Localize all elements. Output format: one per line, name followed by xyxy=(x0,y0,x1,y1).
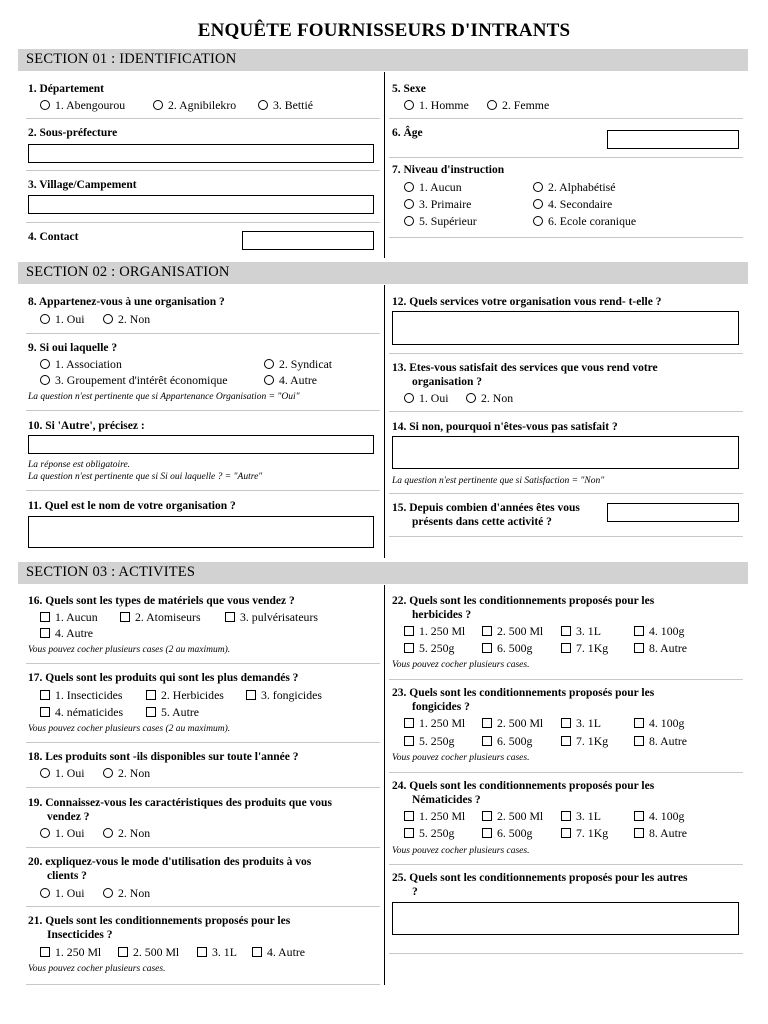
q24-note: Vous pouvez cocher plusieurs cases. xyxy=(392,846,530,856)
checkbox-icon xyxy=(561,828,571,838)
q8-option-2[interactable]: 2. Non xyxy=(103,312,150,326)
q7-option-6[interactable]: 6. Ecole coranique xyxy=(533,214,636,228)
q8-option-1[interactable]: 1. Oui xyxy=(40,312,85,326)
section-03-header: SECTION 03 : ACTIVITES xyxy=(18,562,748,584)
divider xyxy=(389,493,743,494)
radio-icon xyxy=(103,768,113,778)
radio-icon xyxy=(103,314,113,324)
q21-option-3[interactable]: 3. 1L xyxy=(197,945,237,959)
q23-option-8[interactable]: 8. Autre xyxy=(634,734,687,748)
q23-option-7[interactable]: 7. 1Kg xyxy=(561,734,608,748)
checkbox-icon xyxy=(561,811,571,821)
checkbox-icon xyxy=(40,947,50,957)
q22-option-6[interactable]: 6. 500g xyxy=(482,641,532,655)
q9-option-1[interactable]: 1. Association xyxy=(40,357,122,371)
checkbox-icon xyxy=(482,736,492,746)
divider xyxy=(26,984,380,985)
divider xyxy=(26,663,380,664)
radio-icon xyxy=(533,182,543,192)
q20-option-2[interactable]: 2. Non xyxy=(103,886,150,900)
q23-option-6[interactable]: 6. 500g xyxy=(482,734,532,748)
checkbox-icon xyxy=(40,707,50,717)
q23-option-3[interactable]: 3. 1L xyxy=(561,716,601,730)
q14-label: 14. Si non, pourquoi n'êtes-vous pas satisfait ? xyxy=(392,421,618,433)
q5-option-2[interactable]: 2. Femme xyxy=(487,98,549,112)
q23-option-2[interactable]: 2. 500 Ml xyxy=(482,716,543,730)
q3-input[interactable] xyxy=(28,195,374,214)
q21-label-line2: Insecticides ? xyxy=(47,929,113,941)
radio-icon xyxy=(404,100,414,110)
divider xyxy=(389,953,743,954)
checkbox-icon xyxy=(561,718,571,728)
radio-icon xyxy=(533,216,543,226)
q14-input[interactable] xyxy=(392,436,739,469)
radio-icon xyxy=(40,828,50,838)
q21-label-line1: 21. Quels sont les conditionnements proposés pour les xyxy=(28,915,291,927)
radio-icon xyxy=(404,199,414,209)
q24-option-8[interactable]: 8. Autre xyxy=(634,826,687,840)
q9-option-3[interactable]: 3. Groupement d'intérêt économique xyxy=(40,373,227,387)
divider xyxy=(26,787,380,788)
q17-option-5[interactable]: 5. Autre xyxy=(146,705,199,719)
checkbox-icon xyxy=(634,736,644,746)
q16-option-2[interactable]: 2. Atomiseurs xyxy=(120,610,201,624)
q1-label: 1. Département xyxy=(28,83,105,95)
divider xyxy=(389,157,743,158)
q16-option-3[interactable]: 3. pulvérisateurs xyxy=(225,610,318,624)
checkbox-icon xyxy=(197,947,207,957)
q23-option-5[interactable]: 5. 250g xyxy=(404,734,454,748)
q3-label: 3. Village/Campement xyxy=(28,179,137,191)
q20-label-line2: clients ? xyxy=(47,870,87,882)
divider xyxy=(389,772,743,773)
q17-option-3[interactable]: 3. fongicides xyxy=(246,688,322,702)
q22-option-4[interactable]: 4. 100g xyxy=(634,624,684,638)
q1-option-1[interactable]: 1. Abengourou xyxy=(40,98,125,112)
q9-note: La question n'est pertinente que si Appartenance Organisation = "Oui" xyxy=(28,392,300,402)
checkbox-icon xyxy=(482,718,492,728)
checkbox-icon xyxy=(40,628,50,638)
q21-note: Vous pouvez cocher plusieurs cases. xyxy=(28,964,166,974)
q14-note: La question n'est pertinente que si Satisfaction = "Non" xyxy=(392,476,605,486)
checkbox-icon xyxy=(634,828,644,838)
radio-icon xyxy=(258,100,268,110)
divider xyxy=(26,410,380,411)
q7-option-1[interactable]: 1. Aucun xyxy=(404,180,462,194)
checkbox-icon xyxy=(120,612,130,622)
q23-option-4[interactable]: 4. 100g xyxy=(634,716,684,730)
q7-option-3[interactable]: 3. Primaire xyxy=(404,197,471,211)
column-divider xyxy=(384,72,385,258)
q13-option-1[interactable]: 1. Oui xyxy=(404,391,449,405)
checkbox-icon xyxy=(225,612,235,622)
checkbox-icon xyxy=(40,612,50,622)
q11-input[interactable] xyxy=(28,516,374,548)
radio-icon xyxy=(40,314,50,324)
section-02-header: SECTION 02 : ORGANISATION xyxy=(18,262,748,284)
q1-option-3[interactable]: 3. Bettié xyxy=(258,98,313,112)
checkbox-icon xyxy=(634,811,644,821)
q22-note: Vous pouvez cocher plusieurs cases. xyxy=(392,660,530,670)
q23-option-1[interactable]: 1. 250 Ml xyxy=(404,716,465,730)
q21-option-4[interactable]: 4. Autre xyxy=(252,945,305,959)
q19-label-line1: 19. Connaissez-vous les caractéristiques des produits que vous xyxy=(28,797,332,809)
q18-option-1[interactable]: 1. Oui xyxy=(40,766,85,780)
q16-note: Vous pouvez cocher plusieurs cases (2 au maximum). xyxy=(28,645,231,655)
checkbox-icon xyxy=(561,736,571,746)
q23-label-line2: fongicides ? xyxy=(412,701,470,713)
radio-icon xyxy=(103,888,113,898)
q10-label: 10. Si 'Autre', précisez : xyxy=(28,420,145,432)
divider xyxy=(389,237,743,238)
q7-option-5[interactable]: 5. Supérieur xyxy=(404,214,477,228)
checkbox-icon xyxy=(252,947,262,957)
q15-label-line1: 15. Depuis combien d'années êtes vous xyxy=(392,502,580,514)
q19-option-1[interactable]: 1. Oui xyxy=(40,826,85,840)
divider xyxy=(26,118,380,119)
checkbox-icon xyxy=(40,690,50,700)
radio-icon xyxy=(404,216,414,226)
q24-option-7[interactable]: 7. 1Kg xyxy=(561,826,608,840)
q22-label-line2: herbicides ? xyxy=(412,609,472,621)
q9-label: 9. Si oui laquelle ? xyxy=(28,342,118,354)
divider xyxy=(389,411,743,412)
divider xyxy=(26,170,380,171)
q16-option-4[interactable]: 4. Autre xyxy=(40,626,93,640)
q17-label: 17. Quels sont les produits qui sont les plus demandés ? xyxy=(28,672,299,684)
q23-label-line1: 23. Quels sont les conditionnements proposés pour les xyxy=(392,687,655,699)
radio-icon xyxy=(264,375,274,385)
q24-option-4[interactable]: 4. 100g xyxy=(634,809,684,823)
q7-option-2[interactable]: 2. Alphabétisé xyxy=(533,180,616,194)
checkbox-icon xyxy=(146,707,156,717)
q16-label: 16. Quels sont les types de matériels que vous vendez ? xyxy=(28,595,295,607)
q12-input[interactable] xyxy=(392,311,739,345)
q22-option-2[interactable]: 2. 500 Ml xyxy=(482,624,543,638)
radio-icon xyxy=(404,393,414,403)
q22-option-8[interactable]: 8. Autre xyxy=(634,641,687,655)
divider xyxy=(389,679,743,680)
checkbox-icon xyxy=(634,626,644,636)
radio-icon xyxy=(40,375,50,385)
checkbox-icon xyxy=(146,690,156,700)
q22-option-1[interactable]: 1. 250 Ml xyxy=(404,624,465,638)
q20-option-1[interactable]: 1. Oui xyxy=(40,886,85,900)
divider xyxy=(26,847,380,848)
q25-input[interactable] xyxy=(392,902,739,935)
q17-note: Vous pouvez cocher plusieurs cases (2 au maximum). xyxy=(28,724,231,734)
column-divider xyxy=(384,285,385,558)
section-01-header: SECTION 01 : IDENTIFICATION xyxy=(18,49,748,71)
q21-option-2[interactable]: 2. 500 Ml xyxy=(118,945,179,959)
q24-option-5[interactable]: 5. 250g xyxy=(404,826,454,840)
form-title: ENQUÊTE FOURNISSEURS D'INTRANTS xyxy=(197,20,571,41)
checkbox-icon xyxy=(404,736,414,746)
q7-option-4[interactable]: 4. Secondaire xyxy=(533,197,612,211)
checkbox-icon xyxy=(118,947,128,957)
q10-note-required: La réponse est obligatoire. xyxy=(28,460,131,470)
checkbox-icon xyxy=(482,811,492,821)
q24-option-2[interactable]: 2. 500 Ml xyxy=(482,809,543,823)
q5-label: 5. Sexe xyxy=(392,83,426,95)
checkbox-icon xyxy=(404,828,414,838)
radio-icon xyxy=(103,828,113,838)
radio-icon xyxy=(487,100,497,110)
checkbox-icon xyxy=(634,718,644,728)
q24-label-line2: Nématicides ? xyxy=(412,794,481,806)
divider xyxy=(389,864,743,865)
checkbox-icon xyxy=(482,828,492,838)
q2-input[interactable] xyxy=(28,144,374,163)
q25-label-line1: 25. Quels sont les conditionnements proposés pour les autres xyxy=(392,872,688,884)
q24-option-6[interactable]: 6. 500g xyxy=(482,826,532,840)
q10-note-relevance: La question n'est pertinente que si Si oui laquelle ? = "Autre" xyxy=(28,472,263,482)
checkbox-icon xyxy=(404,626,414,636)
q2-label: 2. Sous-préfecture xyxy=(28,127,118,139)
checkbox-icon xyxy=(482,626,492,636)
divider xyxy=(26,222,380,223)
q12-label: 12. Quels services votre organisation vous rend- t-elle ? xyxy=(392,296,662,308)
q16-option-1[interactable]: 1. Aucun xyxy=(40,610,98,624)
divider xyxy=(26,490,380,491)
q25-label-line2: ? xyxy=(412,886,418,898)
q10-input[interactable] xyxy=(28,435,374,454)
q17-option-2[interactable]: 2. Herbicides xyxy=(146,688,224,702)
divider xyxy=(389,536,743,537)
checkbox-icon xyxy=(404,811,414,821)
q13-option-2[interactable]: 2. Non xyxy=(466,391,513,405)
q6-label: 6. Âge xyxy=(392,127,423,139)
divider xyxy=(26,742,380,743)
q24-label-line1: 24. Quels sont les conditionnements proposés pour les xyxy=(392,780,655,792)
q13-label-line2: organisation ? xyxy=(412,376,482,388)
q24-option-3[interactable]: 3. 1L xyxy=(561,809,601,823)
divider xyxy=(389,353,743,354)
q11-label: 11. Quel est le nom de votre organisation ? xyxy=(28,500,236,512)
q21-option-1[interactable]: 1. 250 Ml xyxy=(40,945,101,959)
checkbox-icon xyxy=(634,643,644,653)
q1-option-2[interactable]: 2. Agnibilekro xyxy=(153,98,236,112)
radio-icon xyxy=(40,888,50,898)
radio-icon xyxy=(153,100,163,110)
divider xyxy=(26,333,380,334)
divider xyxy=(26,906,380,907)
q22-option-7[interactable]: 7. 1Kg xyxy=(561,641,608,655)
checkbox-icon xyxy=(561,626,571,636)
q15-label-line2: présents dans cette activité ? xyxy=(412,516,552,528)
q4-label: 4. Contact xyxy=(28,231,79,243)
radio-icon xyxy=(40,768,50,778)
q19-option-2[interactable]: 2. Non xyxy=(103,826,150,840)
radio-icon xyxy=(40,359,50,369)
radio-icon xyxy=(404,182,414,192)
checkbox-icon xyxy=(482,643,492,653)
q17-option-4[interactable]: 4. nématicides xyxy=(40,705,123,719)
radio-icon xyxy=(264,359,274,369)
divider xyxy=(389,118,743,119)
checkbox-icon xyxy=(404,718,414,728)
q8-label: 8. Appartenez-vous à une organisation ? xyxy=(28,296,225,308)
radio-icon xyxy=(466,393,476,403)
checkbox-icon xyxy=(246,690,256,700)
checkbox-icon xyxy=(561,643,571,653)
q9-option-4[interactable]: 4. Autre xyxy=(264,373,317,387)
q9-option-2[interactable]: 2. Syndicat xyxy=(264,357,332,371)
q19-label-line2: vendez ? xyxy=(47,811,90,823)
q18-label: 18. Les produits sont -ils disponibles sur toute l'année ? xyxy=(28,751,299,763)
q13-label-line1: 13. Etes-vous satisfait des services que vous rend votre xyxy=(392,362,658,374)
q4-input[interactable] xyxy=(242,231,374,250)
checkbox-icon xyxy=(404,643,414,653)
column-divider xyxy=(384,585,385,985)
q18-option-2[interactable]: 2. Non xyxy=(103,766,150,780)
q5-option-1[interactable]: 1. Homme xyxy=(404,98,469,112)
q23-note: Vous pouvez cocher plusieurs cases. xyxy=(392,753,530,763)
q20-label-line1: 20. expliquez-vous le mode d'utilisation des produits à vos xyxy=(28,856,312,868)
q6-input[interactable] xyxy=(607,130,739,149)
q7-label: 7. Niveau d'instruction xyxy=(392,164,505,176)
q24-option-1[interactable]: 1. 250 Ml xyxy=(404,809,465,823)
q22-option-5[interactable]: 5. 250g xyxy=(404,641,454,655)
q15-input[interactable] xyxy=(607,503,739,522)
q22-label-line1: 22. Quels sont les conditionnements proposés pour les xyxy=(392,595,655,607)
radio-icon xyxy=(533,199,543,209)
q22-option-3[interactable]: 3. 1L xyxy=(561,624,601,638)
radio-icon xyxy=(40,100,50,110)
q17-option-1[interactable]: 1. Insecticides xyxy=(40,688,122,702)
